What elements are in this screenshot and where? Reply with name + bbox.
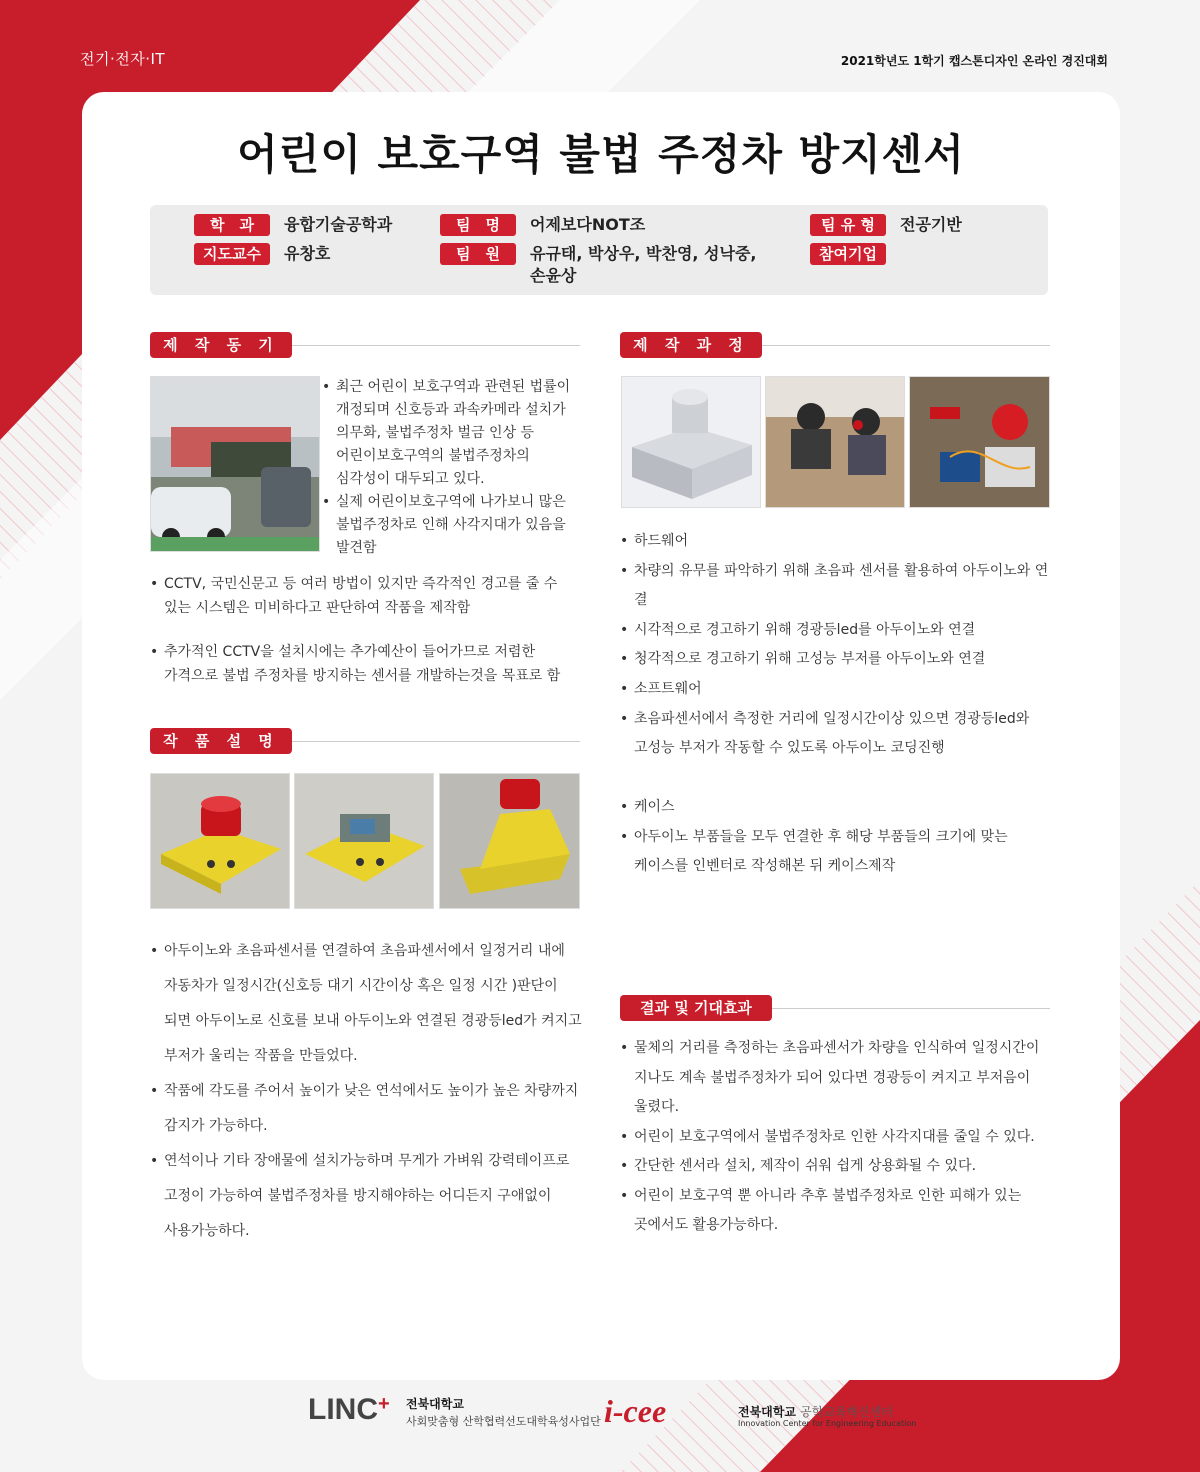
product-photo-3	[439, 773, 580, 909]
advisor-label: 지도교수	[194, 243, 270, 265]
circuit-photo	[909, 376, 1050, 508]
process-item-4: • 청각적으로 경고하기 위해 고성능 부저를 아두이노와 연결	[620, 645, 1060, 675]
team-type-value: 전공기반	[900, 215, 962, 234]
team-type-label: 팀 유 형	[810, 214, 886, 236]
results-bullet-2: • 어린이 보호구역에서 불법주정차로 인한 사각지대를 줄일 수 있다.	[620, 1123, 1060, 1153]
motivation-bullet-4: • 추가적인 CCTV을 설치시에는 추가예산이 들어가므로 저렴한 가격으로 불법 주정차를 방지하는 센서를 개발하는것을 목표로 함	[150, 640, 590, 688]
process-heading: 제 작 과 정	[620, 332, 762, 358]
icee-english: Innovation Center for Engineering Education	[738, 1419, 917, 1428]
motivation-bullet-3: • CCTV, 국민신문고 등 여러 방법이 있지만 즉각적인 경고를 줄 수 있는 시스템은 미비하다고 판단하여 작품을 제작함	[150, 572, 590, 620]
motivation-bullets-right	[322, 376, 580, 560]
info-panel	[150, 205, 1048, 295]
process-case-title: • 케이스	[620, 793, 1060, 823]
linc-university: 전북대학교	[406, 1397, 464, 1411]
cad-model-photo	[621, 376, 761, 508]
team-value: 어제보다NOT조	[530, 215, 646, 234]
poster-title: 어린이 보호구역 불법 주정차 방지센서	[237, 130, 965, 179]
process-item-2: • 차량의 유무를 파악하기 위해 초음파 센서를 활용하여 아두이노와 연결	[620, 557, 1060, 616]
motivation-bullet-2: • 실제 어린이보호구역에 나가보니 많은 불법주정차로 인해 사각지대가 있음을 발견함	[322, 491, 580, 560]
members-label: 팀 원	[440, 243, 516, 265]
results-bullet-4: • 어린이 보호구역 뿐 아니라 추후 불법주정차로 인한 피해가 있는 곳에서도 활용가능하다.	[620, 1182, 1060, 1241]
linc-program: 사회맞춤형 산학협력선도대학육성사업단	[406, 1415, 601, 1428]
category-label: 전기·전자·IT	[80, 50, 166, 68]
motivation-heading: 제 작 동 기	[150, 332, 292, 358]
linc-logo: LINC+	[308, 1393, 390, 1426]
results-divider	[772, 1008, 1050, 1009]
footer-logos	[0, 1393, 1200, 1443]
description-bullet-3: • 연석이나 기타 장애물에 설치가능하며 무게가 가벼워 강력테이프로 고정이 가능하여 불법주정차를 방지해야하는 어디든지 구애없이 사용가능하다.	[150, 1144, 590, 1249]
process-case	[620, 793, 1060, 882]
product-photo-1	[150, 773, 290, 909]
description-divider	[292, 741, 580, 742]
description-heading: 작 품 설 명	[150, 728, 292, 754]
motivation-divider	[292, 345, 580, 346]
process-software	[620, 675, 1060, 764]
assembly-photo	[765, 376, 905, 508]
event-title: 2021학년도 1학기 캡스톤디자인 온라인 경진대회	[840, 54, 1108, 68]
advisor-value: 유창호	[284, 244, 331, 263]
description-bullet-2: • 작품에 각도를 주어서 높이가 낮은 연석에서도 높이가 높은 차량까지 감지가 가능하다.	[150, 1074, 590, 1144]
motivation-bullets-lower	[150, 572, 590, 688]
company-label: 참여기업	[810, 243, 886, 265]
results-bullet-1: • 물체의 거리를 측정하는 초음파센서가 차량을 인식하여 일정시간이 지나도 계속 불법주정차가 되어 있다면 경광등이 켜지고 부저음이 울렸다.	[620, 1034, 1060, 1123]
product-photo-2	[294, 773, 434, 909]
process-divider	[762, 345, 1050, 346]
results-heading: 결과 및 기대효과	[620, 995, 772, 1021]
description-bullets	[150, 934, 590, 1249]
results-bullet-3: • 간단한 센서라 설치, 제작이 쉬워 쉽게 상용화될 수 있다.	[620, 1152, 1060, 1182]
icee-logo: i-cee	[604, 1393, 667, 1429]
icee-university: 전북대학교 공학교육혁신센터	[738, 1405, 893, 1419]
results-bullets	[620, 1034, 1060, 1241]
process-case-detail: • 아두이노 부품들을 모두 연결한 후 해당 부품들의 크기에 맞는 케이스를 인벤터로 작성해본 뒤 케이스제작	[620, 823, 1060, 882]
process-item-1: • 하드웨어	[620, 527, 1060, 557]
dept-label: 학 과	[194, 214, 270, 236]
members-line2: 손윤상	[530, 266, 577, 285]
process-software-detail: • 초음파센서에서 측정한 거리에 일정시간이상 있으면 경광등led와 고성능 부저가 작동할 수 있도록 아두이노 코딩진행	[620, 705, 1060, 764]
poster-card	[82, 92, 1120, 1380]
process-hardware	[620, 527, 1060, 675]
process-item-3: • 시각적으로 경고하기 위해 경광등led를 아두이노와 연결	[620, 616, 1060, 646]
school-zone-photo	[150, 376, 320, 552]
dept-value: 융합기술공학과	[284, 215, 393, 234]
motivation-bullet-1: • 최근 어린이 보호구역과 관련된 법률이 개정되며 신호등과 과속카메라 설치가 의무화, 불법주정차 벌금 인상 등 어린이보호구역의 불법주정차의 심각성이 대두되고 있다.	[322, 376, 580, 491]
process-software-title: • 소프트웨어	[620, 675, 1060, 705]
description-bullet-1: • 아두이노와 초음파센서를 연결하여 초음파센서에서 일정거리 내에 자동차가 일정시간(신호등 대기 시간이상 혹은 일정 시간 )판단이 되면 아두이노로 신호를 보내 아두이노와 연결된 경광등led가 켜지고 부저가 울리는 작품을 만들었다.	[150, 934, 590, 1074]
members-line1: 유규태, 박상우, 박찬영, 성낙중,	[530, 244, 757, 263]
team-label: 팀 명	[440, 214, 516, 236]
